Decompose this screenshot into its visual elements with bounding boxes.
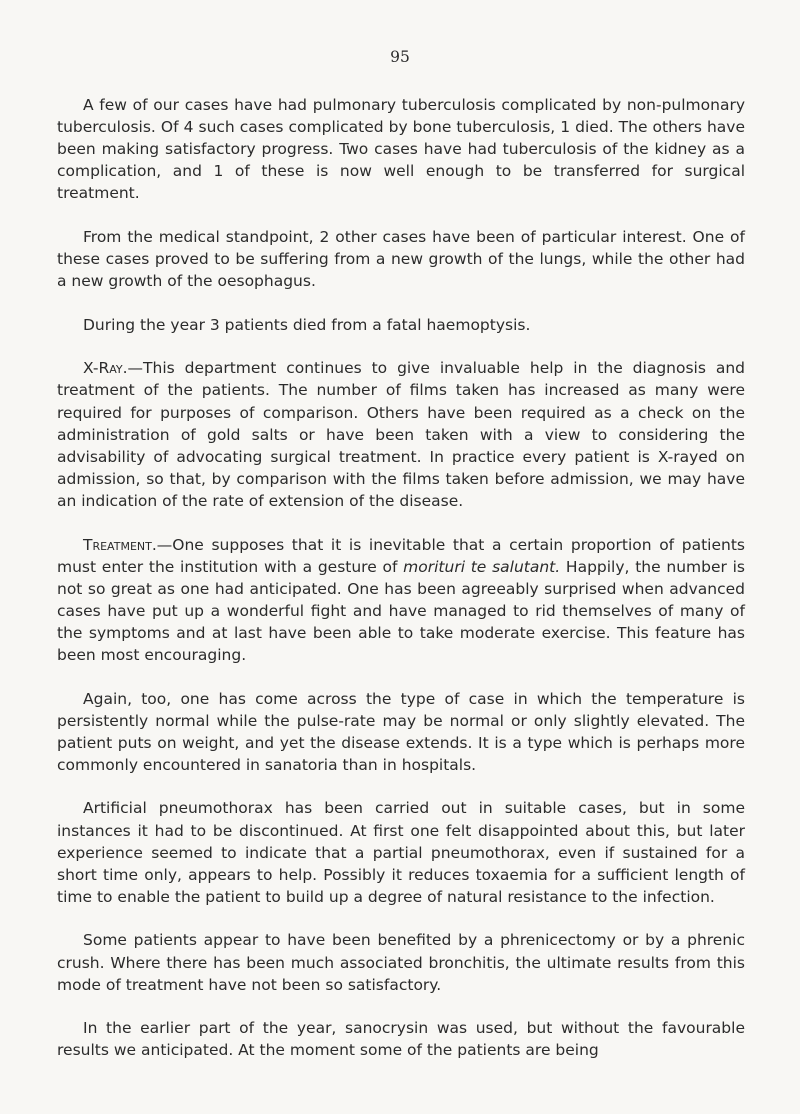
paragraph-phrenicectomy: Some patients appear to have been benefited by a phrenicectomy or by a phrenic crush. Where there has been much associated bronchitis, the ultimate results from this mode of treatment have not been so satisfactory. — [57, 931, 745, 994]
page-number: 95 — [390, 48, 410, 66]
section-heading-treatment: Treatment. — [83, 535, 157, 554]
paragraph-nonpulmonary-tuberculosis: A few of our cases have had pulmonary tuberculosis complicated by non-pulmonary tuberculosis. Of 4 such cases complicated by bone tuberculosis, 1 died. The others have been making satisfactory progress. Two cases have had tuberculosis of the kidney as a complication, and 1 of these is now well enough to be transferred for surgical treatment. — [57, 96, 745, 203]
paragraph-sanocrysin: In the earlier part of the year, sanocrysin was used, but without the favourable results we anticipated. At the moment some of the patients are being — [57, 1019, 745, 1060]
section-heading-x-ray: X-Ray. — [83, 359, 128, 378]
paragraph-x-ray-text: —This department continues to give invaluable help in the diagnosis and treatment of the patients. The number of films taken has increased as many were required for purposes of comparison. Others have been required as a check on the administration of gold salts or have been taken with a view to considering the advisability of advocating surgical treatment. In practice every patient is X-rayed on admission, so that, by comparison with the films taken before admission, we may have an indication of the rate of extension of the disease. — [57, 359, 745, 510]
paragraph-treatment — [57, 534, 745, 667]
paragraph-temperature: Again, too, one has come across the type of case in which the temperature is persistently normal while the pulse-rate may be normal or only slightly elevated. The patient puts on weight, and yet the disease extends. It is a type which is perhaps more commonly encountered in sanatoria than in hospitals. — [57, 689, 745, 774]
paragraph-treatment-text-after: Happily, the number is not so great as one had anticipated. One has been agreeably surprised when advanced cases have put up a wonderful fight and have managed to rid themselves of many of the symptoms and at last have been able to take moderate exercise. This feature has been most encouraging. — [57, 557, 745, 664]
paragraph-haemoptysis: During the year 3 patients died from a fatal haemoptysis. — [83, 315, 531, 334]
latin-phrase: morituri te salutant. — [403, 557, 561, 576]
paragraph-pneumothorax: Artificial pneumothorax has been carried out in suitable cases, but in some instances it had to be discontinued. At first one felt disappointed about this, but later experience seemed to indicate that a partial pneumothorax, even if sustained for a short time only, appears to help. Possibly it reduces toxaemia for a sufficient length of time to enable the patient to build up a degree of natural resistance to the infection. — [57, 799, 745, 906]
paragraph-x-ray — [57, 357, 745, 512]
paragraph-medical-standpoint: From the medical standpoint, 2 other cases have been of particular interest. One of these cases proved to be suffering from a new growth of the lungs, while the other had a new growth of the oesophagus. — [57, 227, 745, 291]
paragraph-treatment-text-before: —One supposes that it is inevitable that a certain proportion of patients must enter the institution with a gesture of — [57, 535, 745, 576]
body-text — [57, 94, 745, 1083]
